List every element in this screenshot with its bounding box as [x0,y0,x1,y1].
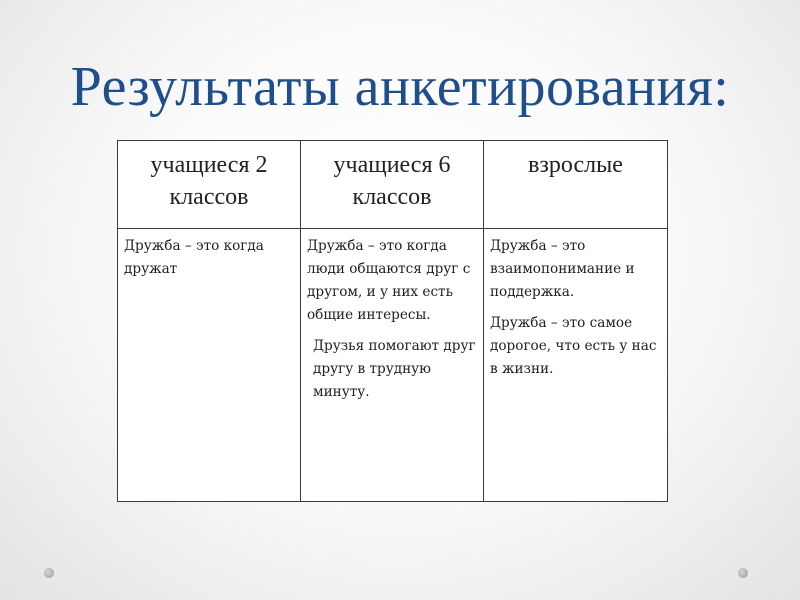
header-cell-grade6: учащиеся 6 классов [301,141,484,229]
answer-cell-grade2 [118,229,301,502]
answer-text: Дружба – это взаимопонимание и поддержка. [490,238,635,300]
answer-cell-adults [484,229,668,502]
header-cell-adults: взрослые [484,141,668,229]
header-cell-grade2: учащиеся 2 классов [118,141,301,229]
answer-text: Дружба – это когда люди общаются друг с другом, и у них есть общие интересы. [307,238,471,323]
answer-cell-grade6 [301,229,484,502]
survey-results-table [117,140,668,502]
answer-text: Дружба – это когда дружат [124,238,264,277]
table-header-row [118,141,668,229]
bullet-dot-icon [44,568,54,578]
slide-title: Результаты анкетирования: [70,56,730,118]
answer-text: Друзья помогают друг другу в трудную минуту. [313,338,476,400]
bullet-dot-icon [738,568,748,578]
table-row [118,229,668,502]
answer-text: Дружба – это самое дорогое, что есть у нас в жизни. [490,315,657,377]
